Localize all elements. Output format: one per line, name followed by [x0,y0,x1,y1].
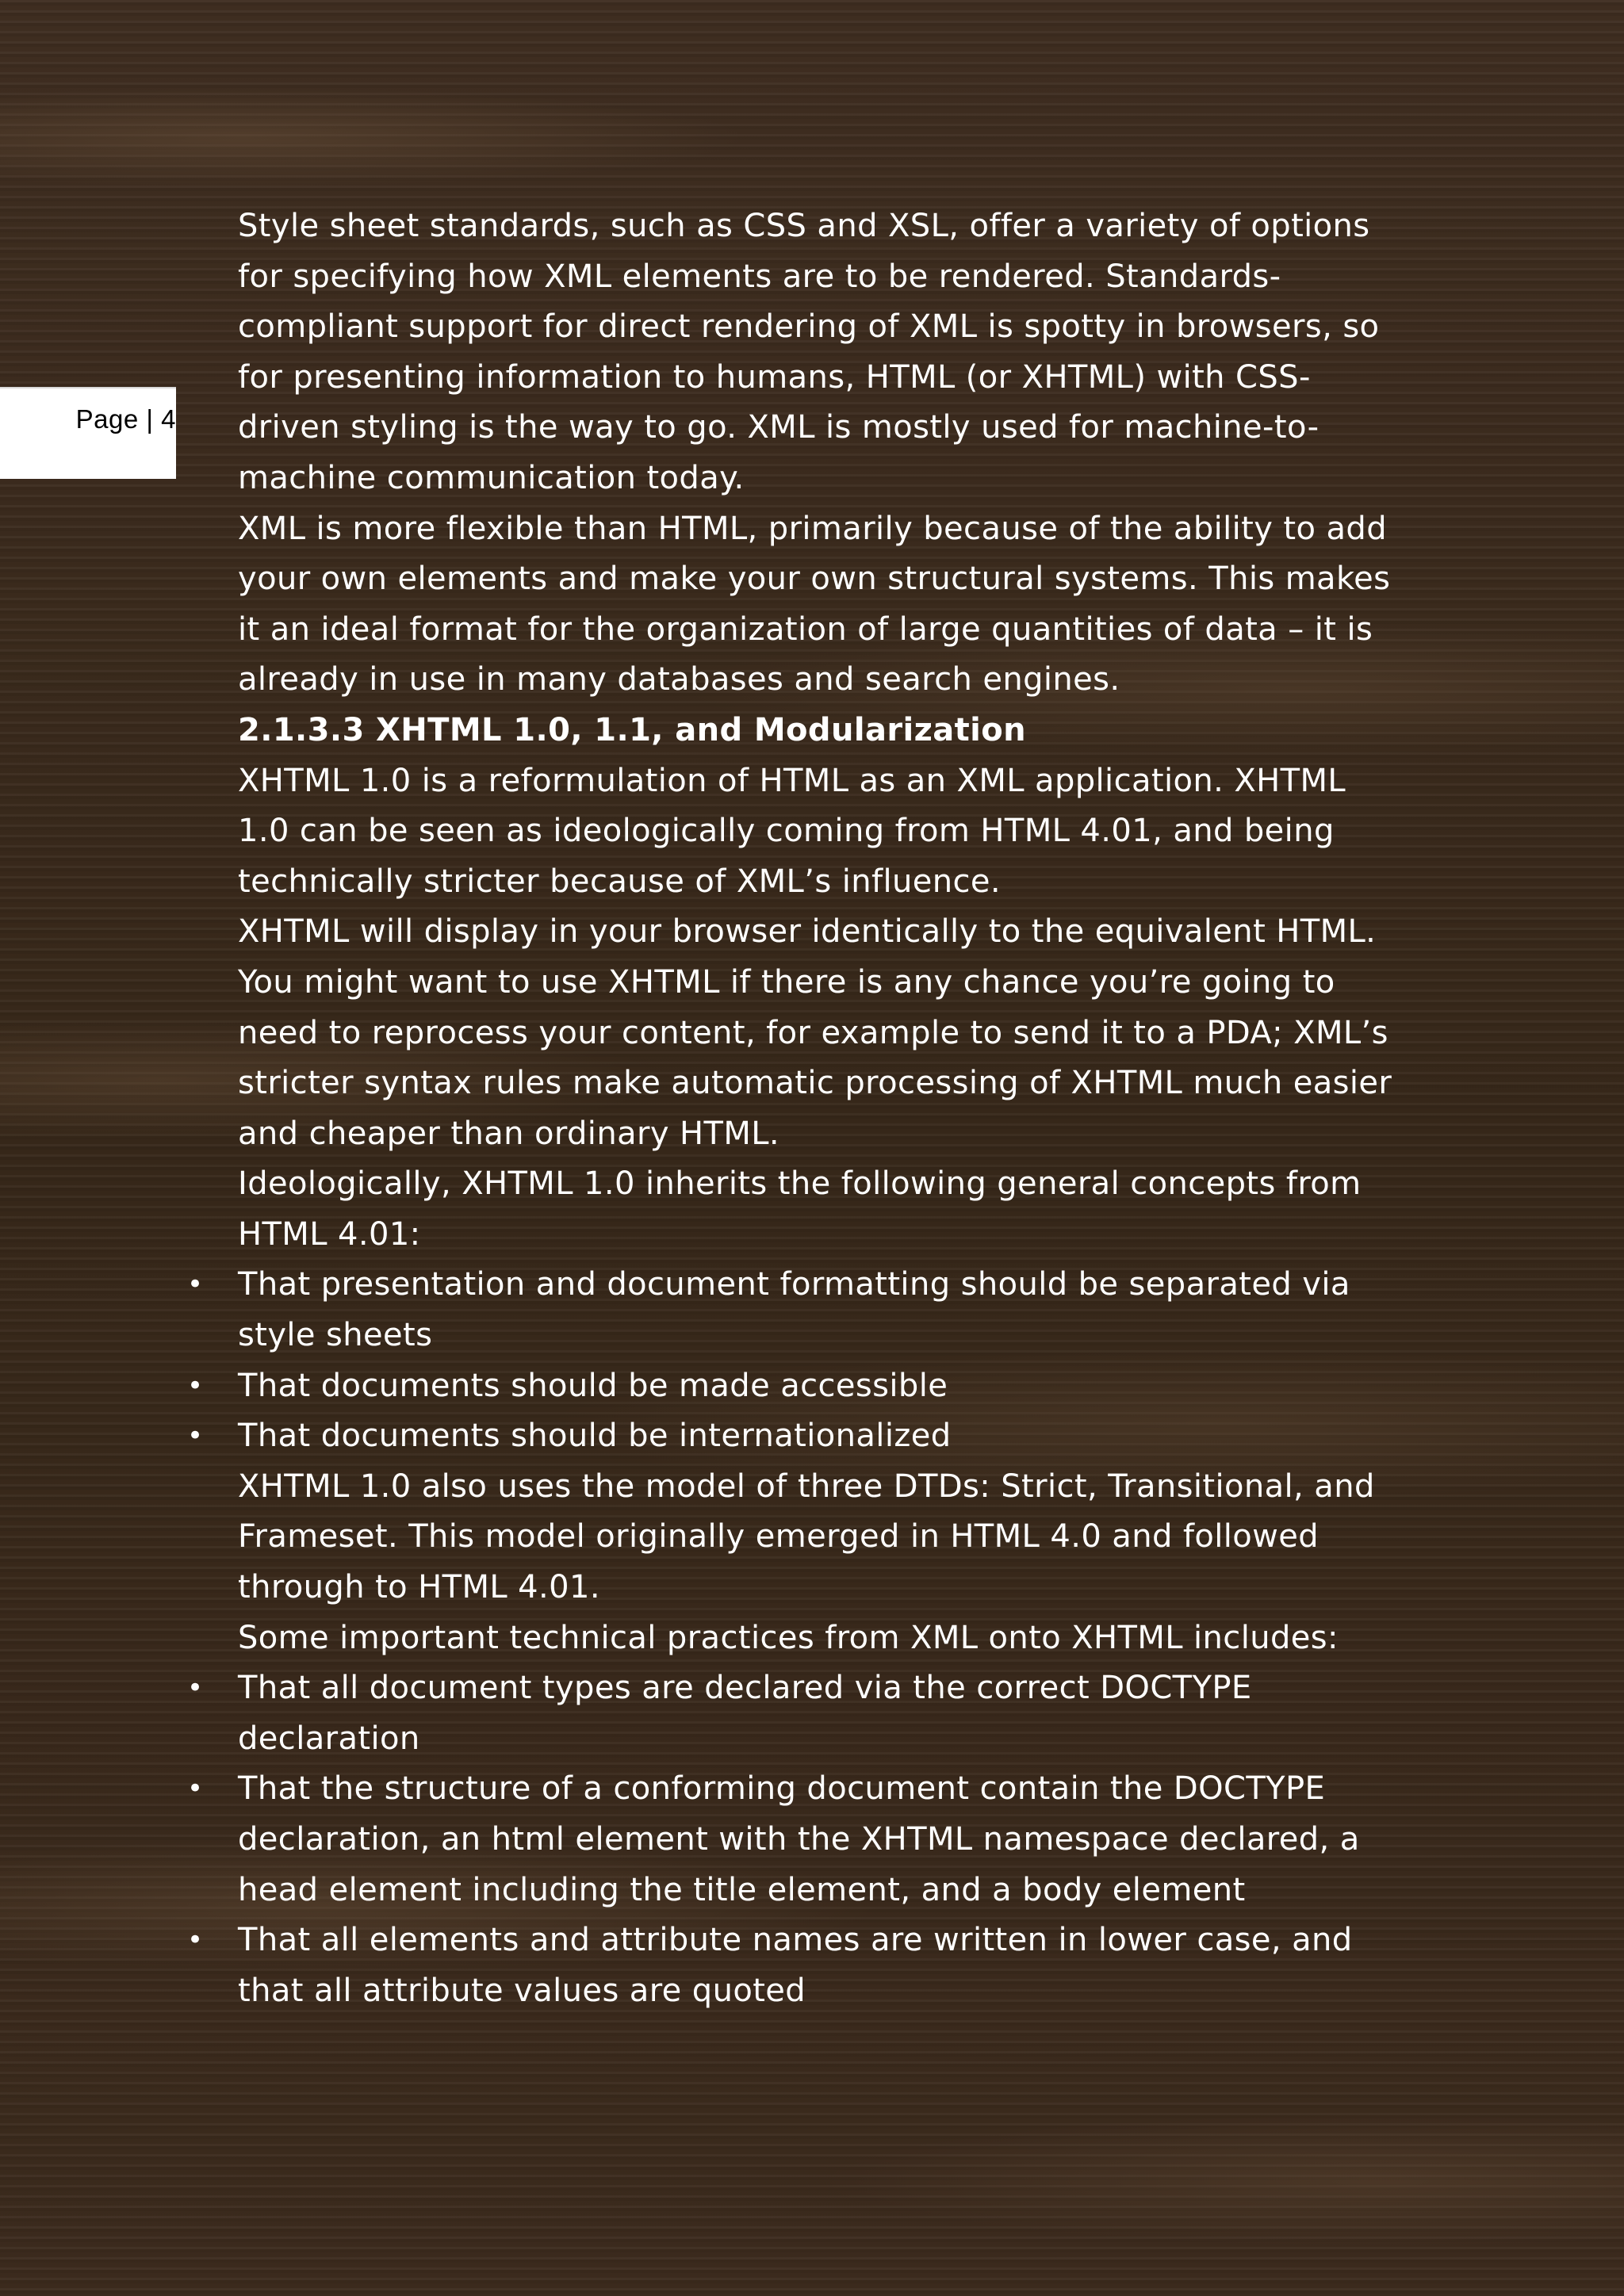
paragraph-style-sheets: Style sheet standards, such as CSS and XSL, offer a variety of options for specifying how XML elements are to be rendered. Standards-compliant support for direct rendering of XML is spotty in browsers, so for presenting information to humans, HTML (or XHTML) with CSS-driven styling is the way to go. XML is mostly used for machine-to-machine communication today. [238,208,1380,496]
technical-practices-list [238,1663,1396,2016]
paragraph-xhtml-display: XHTML will display in your browser identically to the equivalent HTML. You might want to use XHTML if there is any chance you’re going to need to reprocess your content, for example to send it to a PDA; XML’s stricter syntax rules make automatic processing of XHTML much easier and cheaper than ordinary HTML. [238,913,1392,1152]
paragraph-xml-flexible: XML is more flexible than HTML, primarily because of the ability to add your own elements and make your own structural systems. This makes it an ideal format for the organization of large quantities of data – it is already in use in many databases and search engines. [238,510,1391,698]
paragraph-xhtml-reformulation: XHTML 1.0 is a reformulation of HTML as an XML application. XHTML 1.0 can be seen as ideologically coming from HTML 4.01, and being technically stricter because of XML’s influence. [238,762,1346,900]
section-heading: 2.1.3.3 XHTML 1.0, 1.1, and Modularization [238,711,1027,748]
list-item: • That all document types are declared via the correct DOCTYPE declaration [238,1663,1396,1764]
list-item: • That all elements and attribute names are written in lower case, and that all attribute values are quoted [238,1915,1396,2016]
page-number-tab [0,387,176,479]
page-number-label: Page | 4 [75,404,176,434]
list-item: • That the structure of a conforming document contain the DOCTYPE declaration, an html element with the XHTML namespace declared, a head element including the title element, and a body element [238,1764,1396,1915]
document-body [238,201,1396,2016]
list-item: • That documents should be internationalized [238,1411,1396,1462]
paragraph-inherits: Ideologically, XHTML 1.0 inherits the following general concepts from HTML 4.01: [238,1165,1362,1253]
list-item: • That documents should be made accessible [238,1361,1396,1412]
paragraph-technical-practices: Some important technical practices from XML onto XHTML includes: [238,1619,1339,1656]
list-item: • That presentation and document formatting should be separated via style sheets [238,1260,1396,1360]
paragraph-three-dtds: XHTML 1.0 also uses the model of three DTDs: Strict, Transitional, and Frameset. This model originally emerged in HTML 4.0 and followed through to HTML 4.01. [238,1468,1375,1606]
inherited-concepts-list [238,1260,1396,1461]
